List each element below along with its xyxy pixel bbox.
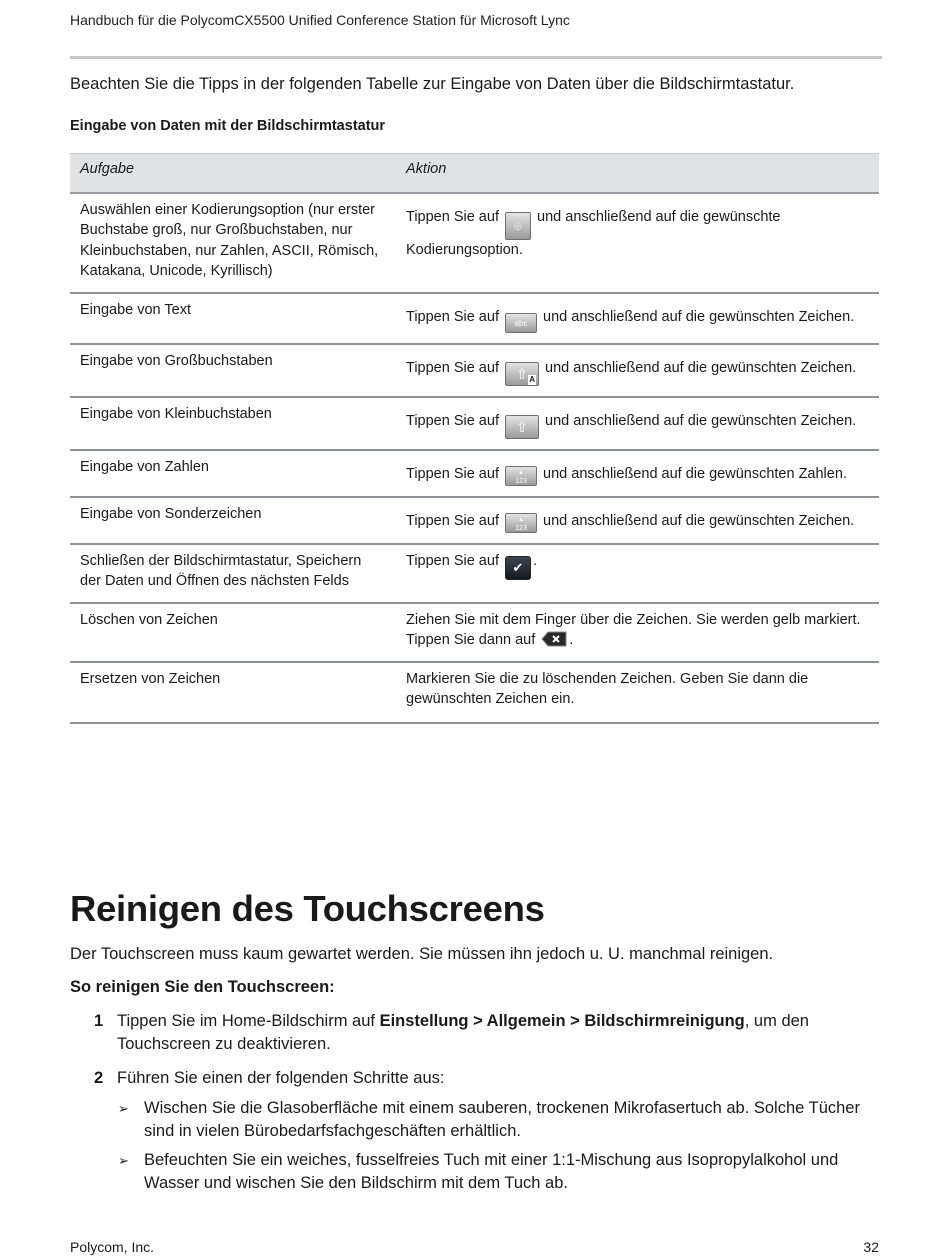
table-row [70, 450, 879, 497]
table-row [70, 497, 879, 544]
action-cell: Markieren Sie die zu löschenden Zeichen. Geben Sie dann die gewünschten Zeichen ein. [396, 662, 879, 723]
header-task: Aufgabe [70, 154, 396, 193]
table-row [70, 662, 879, 723]
table-row [70, 544, 879, 603]
step-text: Tippen Sie im Home-Bildschirm auf Einstellung > Allgemein > Bildschirmreinigung, um den Touchscreen zu deaktivieren. [117, 1012, 809, 1053]
page-number: 32 [863, 1239, 879, 1255]
shift-key-icon: ⇧ [505, 415, 539, 439]
globe-key-icon: ⊕ [505, 212, 531, 240]
bullet-text: Befeuchten Sie ein weiches, fusselfreies Tuch mit einer 1:1-Mischung aus Isopropylalkohol und Wasser und wischen Sie den Bildschirm mit dem Tuch ab. [144, 1151, 839, 1192]
bullet-text: Wischen Sie die Glasoberfläche mit einem sauberen, trockenen Mikrofasertuch ab. Solche Tücher sind in vielen Bürobedarfsfachgeschäften erhältlich. [144, 1099, 860, 1140]
running-header: Handbuch für die PolycomCX5500 Unified Conference Station für Microsoft Lync [70, 12, 570, 28]
action-cell: Ziehen Sie mit dem Finger über die Zeichen. Sie werden gelb markiert. Tippen Sie dann auf . [396, 603, 879, 662]
action-cell: Tippen Sie auf abc und anschließend auf die gewünschten Zeichen. [396, 293, 879, 344]
table-row [70, 344, 879, 397]
table-row [70, 397, 879, 450]
header-action: Aktion [396, 154, 879, 193]
table-caption: Eingabe von Daten mit der Bildschirmtastatur [70, 118, 386, 134]
header-rule [70, 56, 882, 59]
keyboard-tips-table [70, 153, 879, 724]
backspace-key-icon [541, 631, 567, 647]
step-number: 2 [94, 1069, 104, 1087]
step-number: 1 [94, 1012, 104, 1030]
intro-paragraph: Beachten Sie die Tipps in der folgenden Tabelle zur Eingabe von Daten über die Bildschirmtastatur. [70, 75, 795, 93]
step-2 [94, 1067, 874, 1090]
bullet-item [118, 1149, 878, 1195]
arrow-bullet-icon: ➢ [118, 1101, 129, 1116]
task-cell: Ersetzen von Zeichen [70, 662, 396, 723]
uppercase-shift-key-icon: ⇧ A [505, 362, 539, 386]
task-cell: Eingabe von Zahlen [70, 450, 396, 497]
menu-path: Einstellung > Allgemein > Bildschirmreinigung [379, 1012, 745, 1030]
task-cell: Eingabe von Kleinbuchstaben [70, 397, 396, 450]
table-row [70, 193, 879, 293]
bullet-item [118, 1097, 878, 1143]
task-cell: Löschen von Zeichen [70, 603, 396, 662]
procedure-heading: So reinigen Sie den Touchscreen: [70, 978, 335, 996]
action-cell: Tippen Sie auf ▴ 123 und anschließend auf die gewünschten Zahlen. [396, 450, 879, 497]
section-heading: Reinigen des Touchscreens [70, 888, 545, 929]
section-paragraph: Der Touchscreen muss kaum gewartet werden. Sie müssen ihn jedoch u. U. manchmal reinigen. [70, 945, 774, 963]
action-cell: Tippen Sie auf ▴ 123 und anschließend auf die gewünschten Zeichen. [396, 497, 879, 544]
task-cell: Eingabe von Text [70, 293, 396, 344]
action-cell: Tippen Sie auf ✔ . [396, 544, 879, 603]
checkmark-key-icon: ✔ [505, 556, 531, 580]
step-text: Führen Sie einen der folgenden Schritte aus: [117, 1069, 445, 1087]
number-key-icon: ▴ 123 [505, 513, 537, 533]
action-cell: Tippen Sie auf ⊕ und anschließend auf die gewünschte Kodierungsoption. [396, 193, 879, 293]
number-key-icon: ▴ 123 [505, 466, 537, 486]
arrow-bullet-icon: ➢ [118, 1153, 129, 1168]
task-cell: Schließen der Bildschirmtastatur, Speichern der Daten und Öffnen des nächsten Felds [70, 544, 396, 603]
abc-key-icon: abc [505, 313, 537, 333]
step-1 [94, 1010, 874, 1056]
table-header-row [70, 154, 879, 193]
task-cell: Eingabe von Sonderzeichen [70, 497, 396, 544]
task-cell: Eingabe von Großbuchstaben [70, 344, 396, 397]
action-cell: Tippen Sie auf ⇧ A und anschließend auf die gewünschten Zeichen. [396, 344, 879, 397]
table-row [70, 293, 879, 344]
footer-company: Polycom, Inc. [70, 1239, 155, 1255]
task-cell: Auswählen einer Kodierungsoption (nur erster Buchstabe groß, nur Großbuchstaben, nur Kleinbuchstaben, nur Zahlen, ASCII, Römisch, Katakana, Unicode, Kyrillisch) [70, 193, 396, 293]
table-row [70, 603, 879, 662]
action-cell: Tippen Sie auf ⇧ und anschließend auf die gewünschten Zeichen. [396, 397, 879, 450]
